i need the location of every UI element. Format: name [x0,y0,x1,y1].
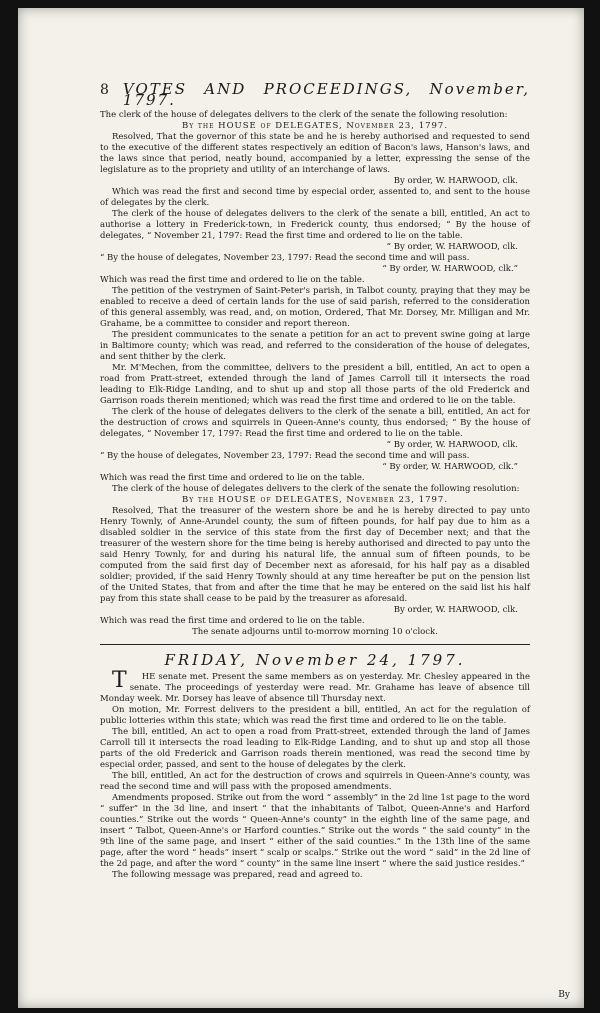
paragraph: Which was read the first time and ordered to lie on the table. [100,473,365,483]
running-head: VOTES AND PROCEEDINGS, November, 1797. [122,80,530,109]
friday-opening-text: HE senate met. Present the same members as on yesterday. Mr. Chesley appeared in the senate. The proceedings of yesterday were read. Mr. Grahame has leave of absence till Monday week. Mr. Dorsey has leave of absence till Thursday next. [100,672,530,704]
signature-line: “ By order, W. HARWOOD, clk. [386,440,518,450]
document-page [18,8,584,1008]
resolution-heading: By the HOUSE of DELEGATES, November 23, 1797. [181,121,449,131]
paragraph: “ By the house of delegates, November 23, 1797: Read the second time and will pass. [100,451,470,461]
paragraph: The petition of the vestrymen of Saint-Peter's parish, in Talbot county, praying that they may be enabled to receive a deed of certain lands for the use of said parish, referred to the consideration of this general assembly, was read, and, on motion, Ordered, That Mr. Dorsey, Mr. Milligan and Mr. Grahame, be a committee to consider and report thereon. [100,286,530,329]
friday-proceedings [100,668,530,881]
paragraph: Resolved, That the governor of this state be and he is hereby authorised and requested to send to the executive of the different states respectively an edition of Bacon's laws, Hanson's laws, and the laws since that period, neatly bound, accompanied by a letter, expressing the sense of the legislature as to the propriety and utility of an interchange of laws. [100,132,530,175]
signature-line: By order, W. HARWOOD, clk. [393,605,518,615]
paragraph: The clerk of the house of delegates delivers to the clerk of the senate the following resolution: [100,110,508,120]
page-content [100,80,530,881]
paragraph: Which was read the first time and ordered to lie on the table. [100,616,365,626]
paragraph: On motion, Mr. Forrest delivers to the president a bill, entitled, An act for the regulation of public lotteries within this state; which was read the first time and ordered to lie on the table. [100,705,530,726]
section-divider [100,644,530,645]
page-header [100,80,530,109]
day-heading: FRIDAY, November 24, 1797. [164,651,466,669]
thursday-proceedings [100,110,530,638]
paragraph: The bill, entitled, An act for the destruction of crows and squirrels in Queen-Anne's county, was read the second time and will pass with the proposed amendments. [100,771,530,792]
friday-opening-paragraph [100,668,530,705]
resolution-heading: By the HOUSE of DELEGATES, November 23, 1797. [181,495,449,505]
signature-line: By order, W. HARWOOD, clk. [393,176,518,186]
paragraph: The clerk of the house of delegates delivers to the clerk of the senate a bill, entitled, An act for the destruction of crows and squirrels in Queen-Anne's county, thus endorsed; “ By the house of delegates, “ November 17, 1797: Read the first time and ordered to lie on the table. [100,407,530,439]
signature-line: “ By order, W. HARWOOD, clk.” [382,462,518,472]
paragraph: Resolved, That the treasurer of the western shore be and he is hereby directed to pay unto Henry Townly, of Anne-Arundel county, the sum of fifteen pounds, for half pay due to him as a disabled soldier in the service of this state from the first day of December next; and that the treasurer of the western shore for the time being is hereby authorised and directed to pay unto the said Henry Townly, for and during his natural life, the annual sum of fifteen pounds, to be computed from the said first day of December next as aforesaid, for his half pay as a disabled soldier; provided, if the said Henry Townly should at any time hereafter be put on the pension list of the United States, that from and after the time that he may be entered on the said list his half pay from this state shall cease to be paid by the treasurer as aforesaid. [100,506,530,604]
drop-cap: T [112,668,127,693]
signature-line: “ By order, W. HARWOOD, clk. [386,242,518,252]
page-number: 8 [100,82,109,98]
paragraph: The following message was prepared, read and agreed to. [112,870,363,880]
paragraph: Amendments proposed. Strike out from the word “ assembly” in the 2d line 1st page to the word “ suffer” in the 3d line, and insert “ that the inhabitants of Talbot, Queen-Anne's and Harford counties.” Strike out the words “ Queen-Anne's county” in the eighth line of the same page, and insert “ Talbot, Queen-Anne's or Harford counties.” Strike out the words “ the said county” in the 9th line of the same page, and insert “ either of the said counties.” In the 13th line of the same page, after the word “ heads” insert “ scalp or scalps.” Strike out the word “ said” in the 2d line of the 2d page, and after the word “ county” in the same line insert “ where the said justice resides.” [100,793,530,869]
paragraph: The bill, entitled, An act to open a road from Pratt-street, extended through the land of James Carroll till it intersects the road leading to Elk-Ridge Landing, and to shut up and stop all those parts of the old Frederick and Garrison roads therein mentioned, was read the second time by especial order, passed, and sent to the house of delegates by the clerk. [100,727,530,770]
paragraph: “ By the house of delegates, November 23, 1797: Read the second time and will pass. [100,253,470,263]
paragraph: Which was read the first and second time by especial order, assented to, and sent to the house of delegates by the clerk. [100,187,530,208]
paragraph: The clerk of the house of delegates delivers to the clerk of the senate a bill, entitled, An act to authorise a lottery in Frederick-town, in Frederick county, thus endorsed; “ By the house of delegates, “ November 21, 1797: Read the first time and ordered to lie on the table. [100,209,530,241]
paragraph: The president communicates to the senate a petition for an act to prevent swine going at large in Baltimore county; which was read, and referred to the consideration of the house of delegates, and sent thither by the clerk. [100,330,530,362]
signature-line: “ By order, W. HARWOOD, clk.” [382,264,518,274]
paragraph: The senate adjourns until to-morrow morning 10 o'clock. [192,627,438,637]
paragraph: The clerk of the house of delegates delivers to the clerk of the senate the following resolution: [112,484,520,494]
catchword: By [558,990,570,1000]
paragraph: Which was read the first time and ordered to lie on the table. [100,275,365,285]
paragraph: Mr. M'Mechen, from the committee, delivers to the president a bill, entitled, An act to open a road from Pratt-street, extended through the land of James Carroll till it intersects the road leading to Elk-Ridge Landing, and to shut up and stop all those parts of the old Frederick and Garrison roads therein mentioned; which was read the first time and ordered to lie on the table. [100,363,530,406]
